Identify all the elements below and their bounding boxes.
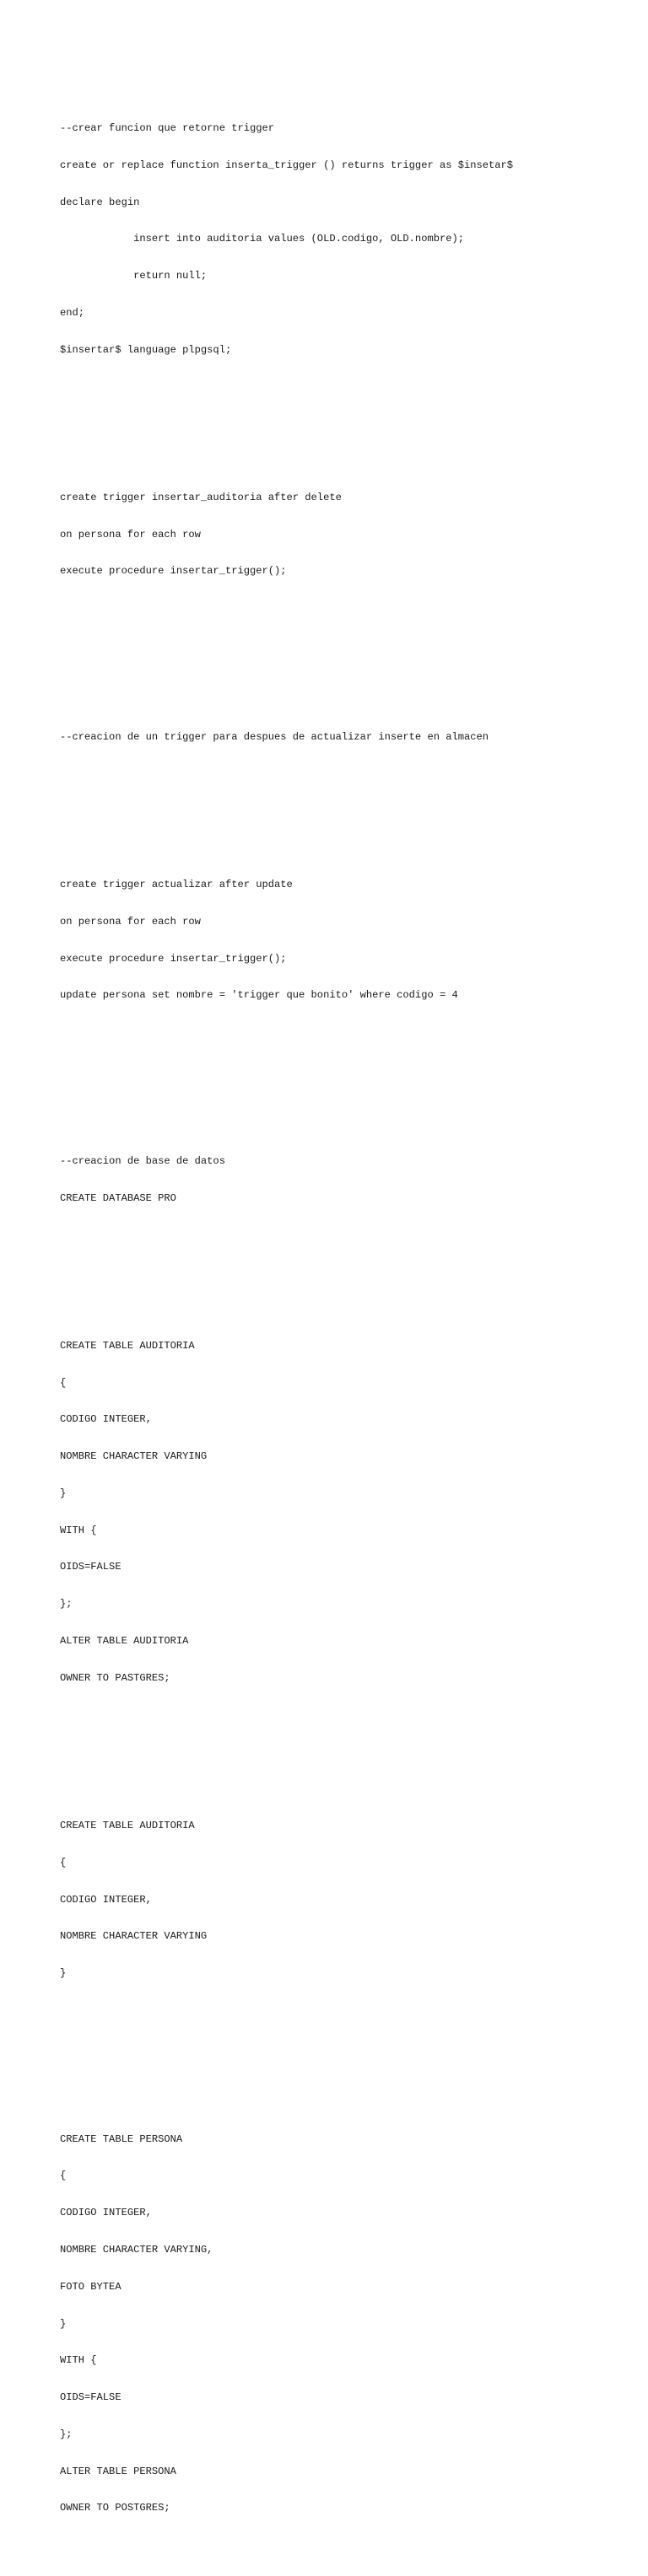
code-line: $insertar$ language plpgsql;	[60, 343, 232, 356]
code-line: CODIGO INTEGER,	[60, 1413, 152, 1426]
code-line: {	[60, 2170, 67, 2182]
code-line: update persona set nombre = 'trigger que bonito' where codigo = 4	[60, 989, 458, 1002]
code-line: }	[60, 1967, 67, 1980]
code-line: ALTER TABLE AUDITORIA	[60, 1635, 189, 1648]
blank-line	[60, 1266, 513, 1278]
code-line: {	[60, 1376, 67, 1389]
trigger-delete-block	[60, 467, 513, 603]
code-line: create or replace function inserta_trigger () returns trigger as $insetar$	[60, 159, 514, 171]
code-line: OWNER TO PASTGRES;	[60, 1671, 170, 1684]
code-line: declare begin	[60, 196, 140, 208]
trigger-update-block	[60, 854, 513, 1026]
blank-lines	[60, 639, 513, 670]
code-line: insert into auditoria values (OLD.codigo, OLD.nombre);	[60, 233, 464, 245]
auditoria-table-block-2	[60, 1795, 513, 2004]
code-line: WITH {	[60, 2354, 97, 2367]
code-line: execute procedure insertar_trigger();	[60, 952, 287, 965]
code-line: NOMBRE CHARACTER VARYING,	[60, 2243, 213, 2256]
code-line: ALTER TABLE PERSONA	[60, 2465, 176, 2477]
code-line: FOTO BYTEA	[60, 2280, 122, 2293]
code-line: return null;	[60, 270, 208, 282]
code-line-comment: --creacion de un trigger para despues de actualizar inserte en almacen	[60, 730, 489, 743]
code-line: OIDS=FALSE	[60, 1561, 122, 1573]
code-line: end;	[60, 306, 85, 319]
code-line: };	[60, 2428, 73, 2440]
persona-table-block	[60, 2108, 513, 2539]
blank-lines	[60, 1063, 513, 1094]
blank-line	[60, 1745, 513, 1758]
code-line: CREATE TABLE PERSONA	[60, 2132, 183, 2145]
blank-line	[60, 804, 513, 817]
blank-lines	[60, 2041, 513, 2072]
code-line: on persona for each row	[60, 915, 201, 928]
code-line: on persona for each row	[60, 528, 201, 540]
comment-update-block	[60, 707, 513, 768]
code-line: execute procedure insertar_trigger();	[60, 565, 287, 578]
code-line: CREATE TABLE AUDITORIA	[60, 1819, 195, 1831]
code-line-comment: --crear funcion que retorne trigger	[60, 121, 275, 134]
sql-code-listing	[60, 61, 513, 2576]
code-line: create trigger insertar_auditoria after delete	[60, 491, 342, 503]
code-line: };	[60, 1598, 73, 1611]
auditoria-table-block	[60, 1315, 513, 1709]
code-line: WITH {	[60, 1524, 97, 1536]
code-line: create trigger actualizar after update	[60, 879, 293, 890]
code-line: OIDS=FALSE	[60, 2391, 122, 2404]
code-line: }	[60, 1487, 67, 1499]
database-block	[60, 1131, 513, 1229]
code-line: CODIGO INTEGER,	[60, 2207, 152, 2219]
code-line: CREATE DATABASE PRO	[60, 1191, 176, 1204]
code-line: CODIGO INTEGER,	[60, 1893, 152, 1906]
code-line: }	[60, 2317, 67, 2330]
code-line: CREATE TABLE AUDITORIA	[60, 1339, 195, 1352]
blank-line	[60, 417, 513, 430]
code-line: NOMBRE CHARACTER VARYING	[60, 1450, 208, 1463]
code-line: {	[60, 1856, 67, 1869]
code-line-comment: --creacion de base de datos	[60, 1154, 225, 1167]
code-line: NOMBRE CHARACTER VARYING	[60, 1930, 208, 1943]
code-line: OWNER TO POSTGRES;	[60, 2502, 170, 2514]
function-block	[60, 98, 513, 381]
